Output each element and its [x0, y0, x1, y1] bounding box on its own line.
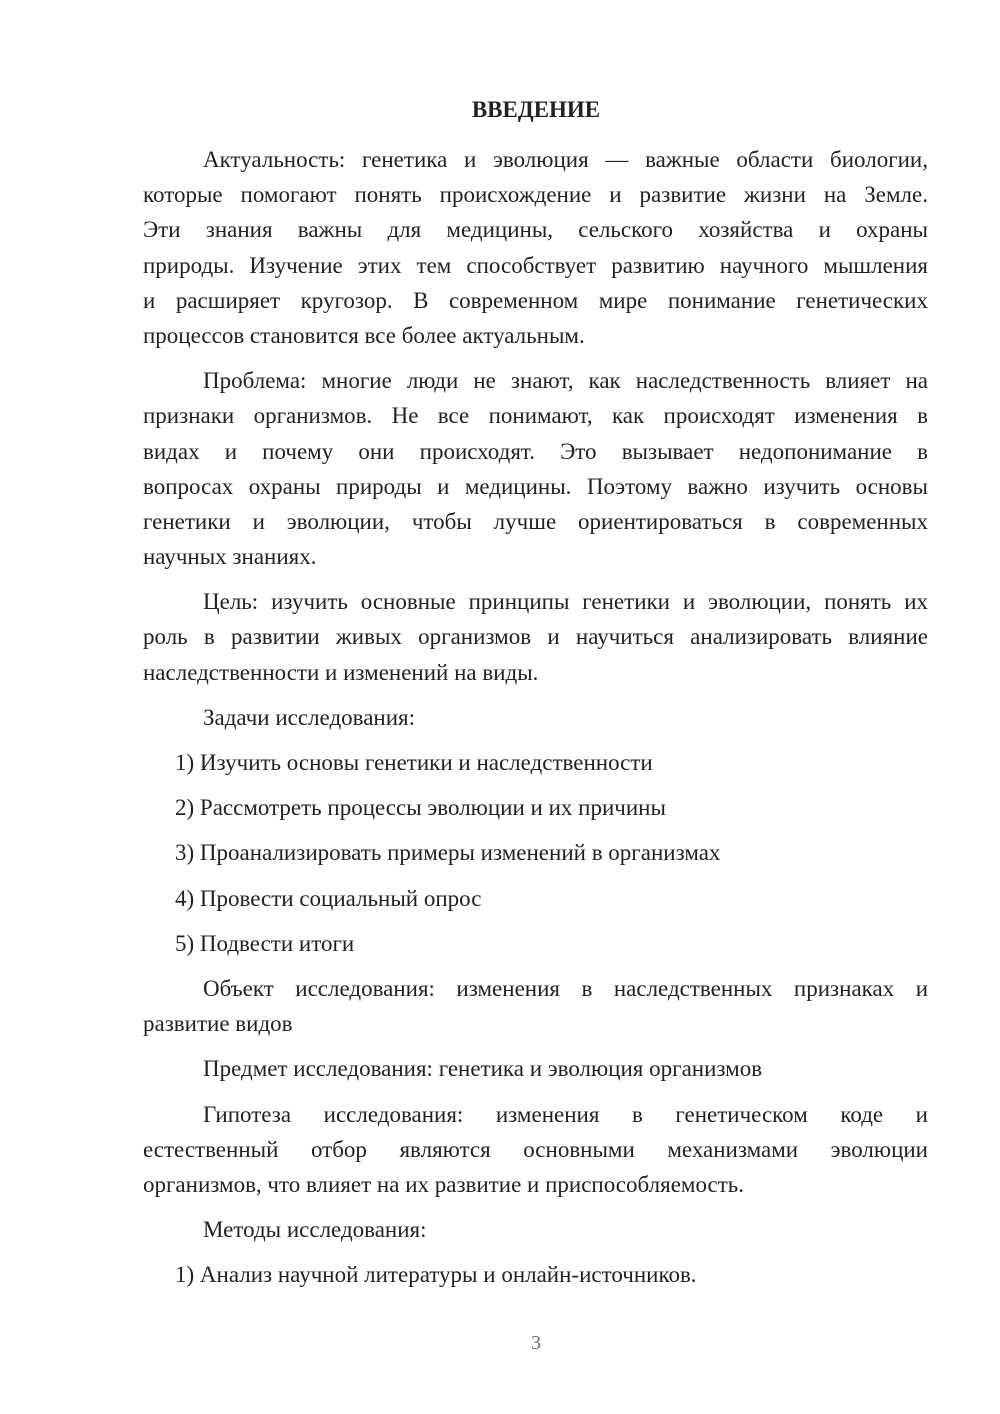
- text-line: процессов становится все более актуальным.: [143, 322, 585, 348]
- paragraph: [143, 363, 928, 574]
- text-line: роль в развитии живых организмов и научиться анализировать влияние: [143, 624, 928, 650]
- text-line: Проблема: многие люди не знают, как наследственность влияет на: [203, 368, 928, 394]
- text-line: развитие видов: [143, 1011, 293, 1037]
- text-line: Методы исследования:: [203, 1217, 427, 1243]
- text-line: Эти знания важны для медицины, сельского хозяйства и охраны: [143, 217, 928, 243]
- text-line: Гипотеза исследования: изменения в генетическом коде и: [203, 1101, 928, 1127]
- paragraph: [143, 142, 928, 353]
- page-number: 3: [531, 1332, 541, 1354]
- text-line: вопросах охраны природы и медицины. Поэтому важно изучить основы: [143, 473, 928, 499]
- paragraph: [143, 1097, 928, 1203]
- text-line: наследственности и изменений на виды.: [143, 659, 539, 685]
- text-line: Объект исследования: изменения в наследственных признаках и: [203, 976, 928, 1002]
- document-body: [143, 142, 928, 1303]
- list-item: 2) Рассмотреть процессы эволюции и их причины: [175, 795, 666, 821]
- list-item: 1) Изучить основы генетики и наследственности: [175, 750, 653, 775]
- paragraph: [143, 584, 928, 690]
- text-line: признаки организмов. Не все понимают, как происходят изменения в: [143, 403, 928, 429]
- paragraph: [143, 971, 928, 1041]
- text-line: генетики и эволюции, чтобы лучше ориентироваться в современных: [143, 508, 928, 534]
- paragraph: [143, 700, 928, 735]
- text-line: Актуальность: генетика и эволюция — важные области биологии,: [203, 147, 928, 172]
- list-item: 4) Провести социальный опрос: [175, 885, 482, 911]
- paragraph: [143, 1212, 928, 1247]
- list-item: 3) Проанализировать примеры изменений в организмах: [175, 840, 721, 866]
- list-item: 1) Анализ научной литературы и онлайн-источников.: [175, 1262, 697, 1288]
- text-line: которые помогают понять происхождение и развитие жизни на Земле.: [143, 182, 928, 208]
- text-line: Задачи исследования:: [203, 704, 416, 730]
- text-line: организмов, что влияет на их развитие и приспособляемость.: [143, 1171, 745, 1197]
- text-line: Цель: изучить основные принципы генетики и эволюции, понять их: [203, 589, 928, 615]
- text-line: и расширяет кругозор. В современном мире понимание генетических: [143, 287, 928, 313]
- text-line: научных знаниях.: [143, 544, 317, 570]
- section-title: ВВЕДЕНИЕ: [471, 97, 601, 122]
- list-item: 5) Подвести итоги: [175, 930, 355, 956]
- text-line: естественный отбор являются основными механизмами эволюции: [143, 1136, 928, 1162]
- text-line: природы. Изучение этих тем способствует развитию научного мышления: [143, 252, 928, 278]
- text-line: видах и почему они происходят. Это вызывает недопонимание в: [143, 438, 928, 464]
- paragraph: [143, 1051, 928, 1086]
- text-line: Предмет исследования: генетика и эволюция организмов: [203, 1056, 763, 1082]
